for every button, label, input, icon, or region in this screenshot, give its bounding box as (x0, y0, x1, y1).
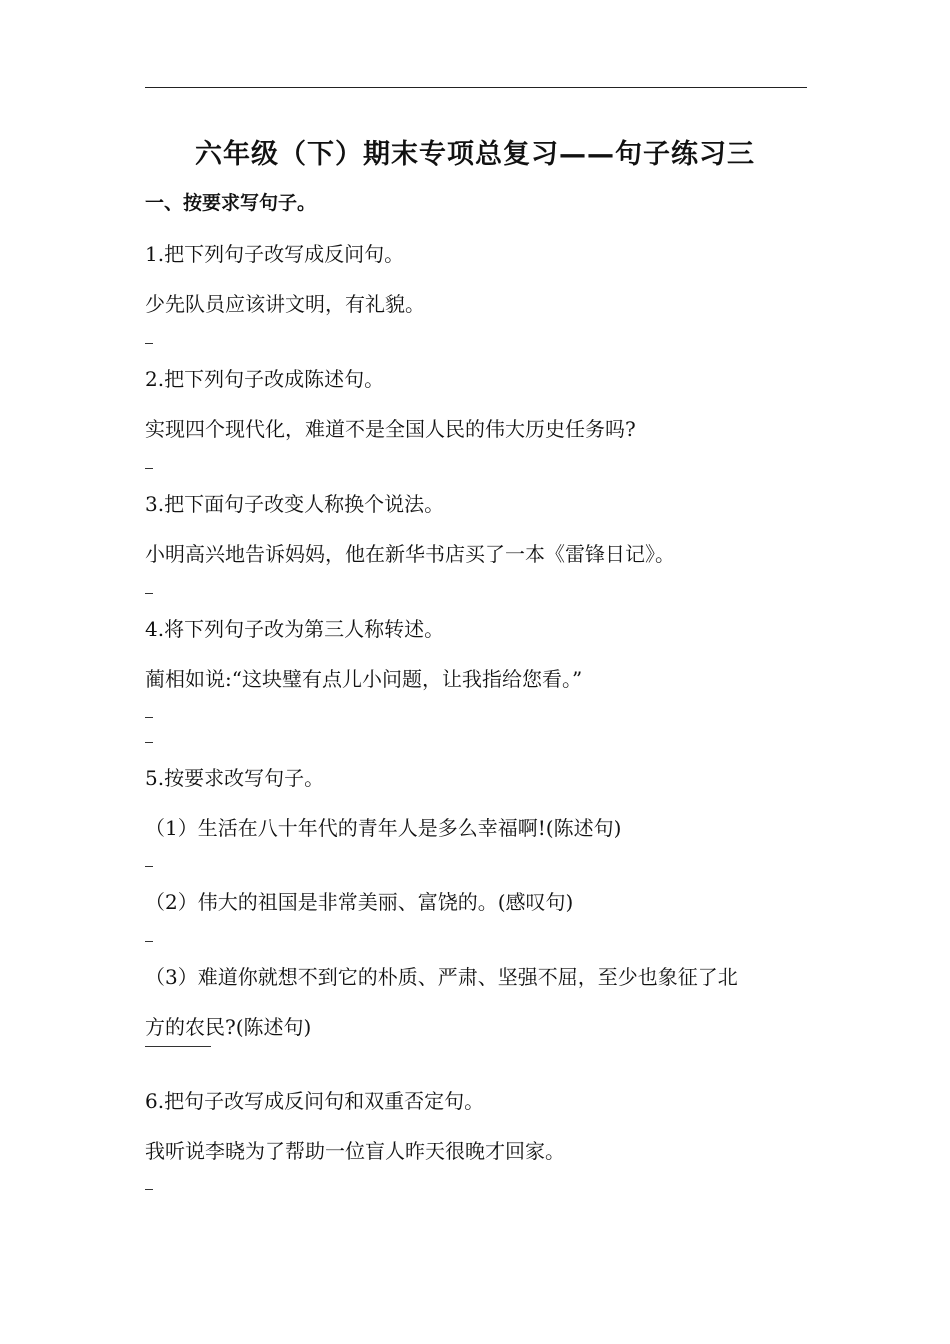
question-5-sub-3-line-1: （3）难道你就想不到它的朴质、严肃、坚强不屈，至少也象征了北 (145, 965, 738, 989)
answer-blank-6[interactable] (145, 1189, 153, 1190)
answer-blank-5-3[interactable] (145, 1046, 211, 1047)
answer-blank-3[interactable] (145, 593, 153, 594)
question-5-sub-3-line-2: 方的农民?(陈述句) (145, 1015, 312, 1039)
question-1-sentence: 少先队员应该讲文明，有礼貌。 (145, 292, 425, 316)
question-1-prompt: 1.把下列句子改写成反问句。 (145, 242, 405, 266)
page-title: 六年级（下）期末专项总复习——句子练习三 (195, 139, 755, 170)
question-5-sub-1: （1）生活在八十年代的青年人是多么幸福啊!(陈述句) (145, 816, 622, 840)
question-3-prompt: 3.把下面句子改变人称换个说法。 (145, 492, 445, 516)
answer-blank-2[interactable] (145, 468, 153, 469)
question-4-sentence: 蔺相如说:“这块璧有点儿小问题，让我指给您看。” (145, 667, 583, 691)
question-5-prompt: 5.按要求改写句子。 (145, 766, 325, 790)
question-4-prompt: 4.将下列句子改为第三人称转述。 (145, 617, 445, 641)
answer-blank-4b[interactable] (145, 742, 153, 743)
question-6-prompt: 6.把句子改写成反问句和双重否定句。 (145, 1089, 485, 1113)
question-2-prompt: 2.把下列句子改成陈述句。 (145, 367, 385, 391)
header-rule (145, 87, 807, 88)
answer-blank-4a[interactable] (145, 717, 153, 718)
answer-blank-1[interactable] (145, 343, 153, 344)
section-heading: 一、按要求写句子。 (145, 192, 317, 214)
question-5-sub-2: （2）伟大的祖国是非常美丽、富饶的。(感叹句) (145, 890, 574, 914)
answer-blank-5-1[interactable] (145, 866, 153, 867)
question-6-sentence: 我听说李晓为了帮助一位盲人昨天很晚才回家。 (145, 1139, 565, 1163)
question-2-sentence: 实现四个现代化，难道不是全国人民的伟大历史任务吗? (145, 417, 636, 441)
question-3-sentence: 小明高兴地告诉妈妈，他在新华书店买了一本《雷锋日记》。 (145, 542, 675, 566)
answer-blank-5-2[interactable] (145, 941, 153, 942)
